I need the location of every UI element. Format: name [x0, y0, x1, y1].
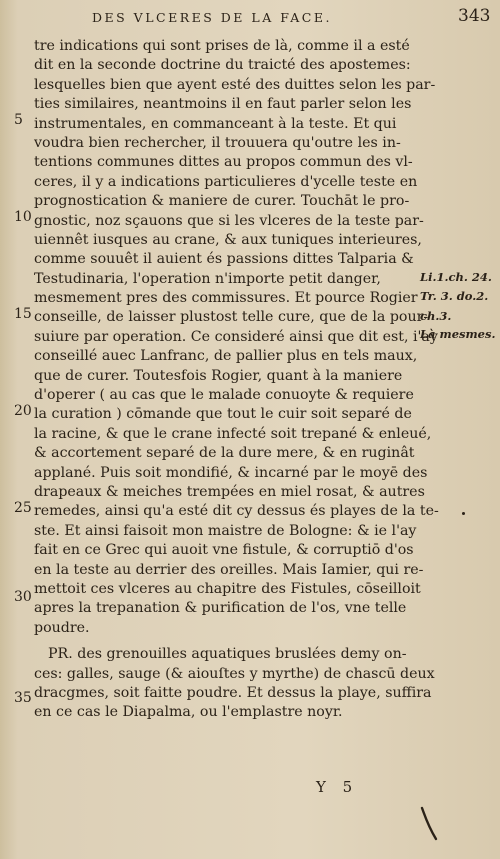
text-line: voudra bien rechercher, il trouuera qu'outre les in-: [34, 134, 401, 151]
text-line: fait en ce Grec qui auoit vne fistule, & corruptiō d'os: [34, 542, 414, 559]
text-line: gnostic, noz sçauons que si les vlceres de la teste par-: [34, 212, 424, 229]
text-line: conseille, de laisser plustost telle cure, que de la pour-: [34, 309, 429, 326]
page-number: 343: [458, 6, 491, 26]
text-line: prognostication & maniere de curer. Touchāt le pro-: [34, 193, 410, 210]
text-line: mettoit ces vlceres au chapitre des Fistules, cōseilloit: [34, 580, 421, 597]
text-line: uiennêt iusques au crane, & aux tuniques interieures,: [34, 231, 422, 248]
text-line: ste. Et ainsi faisoit mon maistre de Bologne: & ie l'ay: [34, 522, 417, 539]
text-line: PR. des grenouilles aquatiques bruslées demy on-: [48, 646, 407, 663]
text-line: suiure par operation. Ce consideré ainsi que dit est, i'ay: [34, 328, 438, 345]
text-line: dit en la seconde doctrine du traicté des apostemes:: [34, 57, 411, 74]
text-line: remedes, ainsi qu'a esté dit cy dessus és playes de la te-: [34, 503, 439, 520]
text-line: apres la trepanation & purification de l'os, vne telle: [34, 600, 407, 617]
text-line: dracgmes, soit faitte poudre. Et dessus la playe, suffira: [34, 684, 432, 701]
text-line: mesmement pres des commissures. Et pource Rogier: [34, 290, 418, 307]
signature-mark: Y 5: [316, 778, 359, 796]
margin-note: ch.3.: [420, 309, 452, 323]
text-line: ceres, il y a indications particulieres d'ycelle teste en: [34, 173, 418, 190]
text-line: applané. Puis soit mondifié, & incarné par le moyē des: [34, 464, 428, 481]
margin-note: Li.1.ch. 24.: [420, 270, 492, 284]
text-line: comme souuêt il auient és passions dittes Talparia &: [34, 251, 414, 268]
text-line: d'operer ( au cas que le malade conuoyte & requiere: [34, 387, 414, 404]
text-line: Testudinaria, l'operation n'importe petit danger,: [34, 270, 381, 287]
margin-note: Tr. 3. do.2.: [420, 289, 489, 303]
text-line: instrumentales, en commanceant à la teste. Et qui: [34, 115, 397, 132]
text-line: ces: galles, sauge (& aiouſtes y myrthe) de chascū deux: [34, 665, 435, 682]
line-number: 25: [14, 500, 32, 516]
ink-dot: [462, 512, 465, 515]
text-line: ties similaires, neantmoins il en faut parler selon les: [34, 96, 412, 113]
text-line: & accortement separé de la dure mere, & en ruginât: [34, 445, 415, 462]
line-number: 10: [14, 209, 32, 225]
margin-notes: [418, 0, 500, 859]
line-number: 15: [14, 306, 32, 322]
line-number: 30: [14, 589, 32, 605]
running-title: DES VLCERES DE LA FACE.: [92, 10, 332, 25]
text-line: conseillé auec Lanfranc, de pallier plus en tels maux,: [34, 348, 418, 365]
ink-stroke: [418, 806, 442, 842]
margin-note: Là mesmes.: [420, 327, 496, 341]
text-line: lesquelles bien que ayent esté des duittes selon les par-: [34, 76, 436, 93]
text-line: en la teste au derrier des oreilles. Mais Iamier, qui re-: [34, 561, 424, 578]
text-line: en ce cas le Diapalma, ou l'emplastre noyr.: [34, 704, 343, 721]
line-numbers-column: [0, 0, 34, 859]
line-number: 35: [14, 690, 32, 706]
text-line: la racine, & que le crane infecté soit trepané & enleué,: [34, 425, 432, 442]
text-line: que de curer. Toutesfois Rogier, quant à la maniere: [34, 367, 403, 384]
text-line: tre indications qui sont prises de là, comme il a esté: [34, 38, 410, 54]
text-line: la curation ) cōmande que tout le cuir soit separé de: [34, 406, 412, 423]
text-line: tentions communes dittes au propos commun des vl-: [34, 154, 413, 171]
text-line: poudre.: [34, 619, 90, 636]
line-number: 5: [14, 112, 23, 128]
text-line: drapeaux & meiches trempées en miel rosat, & autres: [34, 483, 425, 500]
line-number: 20: [14, 403, 32, 419]
